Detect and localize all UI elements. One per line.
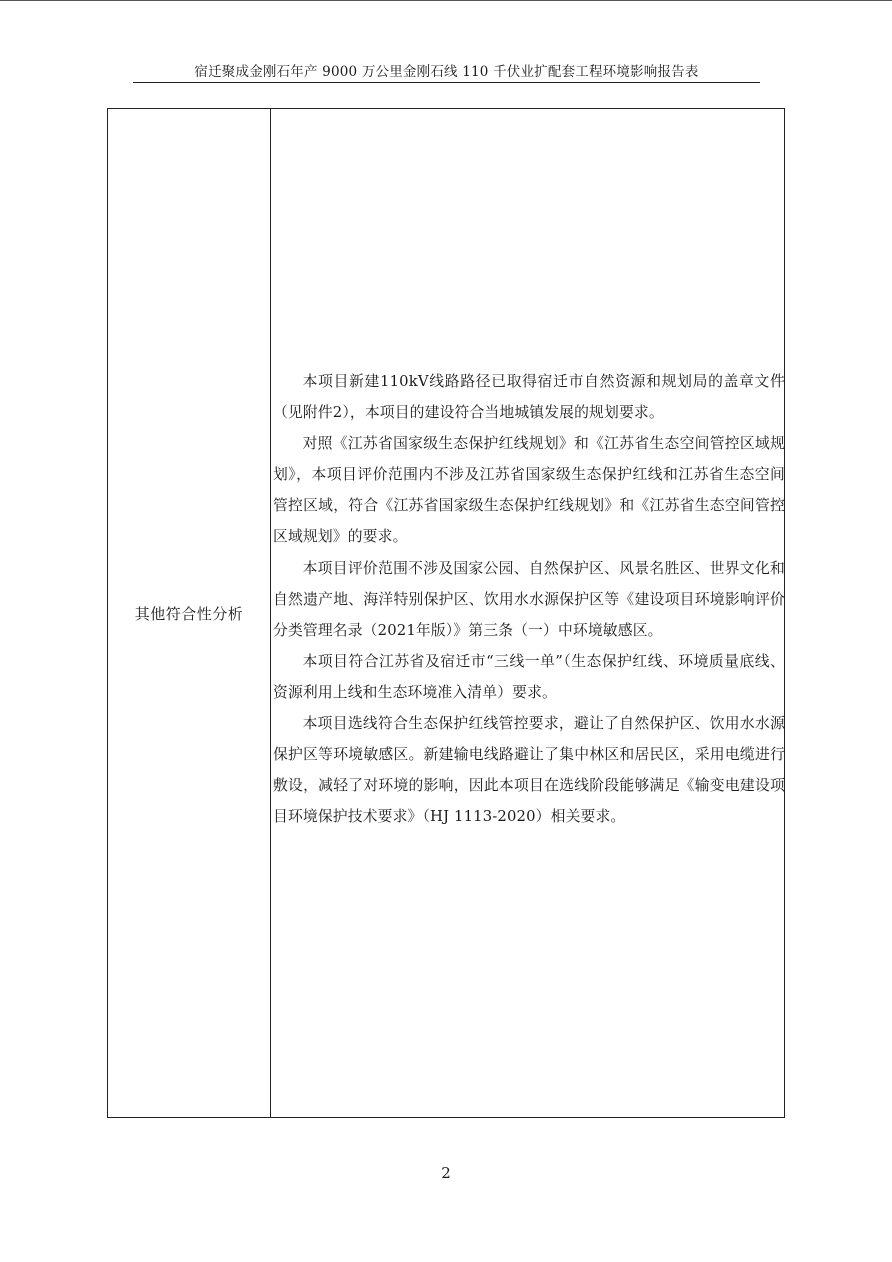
header-rule — [133, 82, 760, 83]
table-content-cell — [271, 109, 784, 1117]
paragraph-red-line: 对照《江苏省国家级生态保护红线规划》和《江苏省生态空间管控区域规划》，本项目评价范围内不涉及江苏省国家级生态保护红线和江苏省生态空间管控区域，符合《江苏省国家级生态保护红线规划》和《江苏省生态空间管控区域规划》的要求。 — [273, 435, 785, 546]
paragraph-planning: 本项目新建110kV线路路径已取得宿迁市自然资源和规划局的盖章文件（见附件2），本项目的建设符合当地城镇发展的规划要求。 — [273, 373, 785, 422]
paragraph-list — [273, 366, 785, 832]
analysis-table — [107, 108, 785, 1118]
page-top-border — [0, 0, 892, 1]
table-label-cell — [108, 109, 271, 1117]
paragraph-sensitive-area: 本项目评价范围不涉及国家公园、自然保护区、风景名胜区、世界文化和自然遗产地、海洋特别保护区、饮用水水源保护区等《建设项目环境影响评价分类管理名录（2021年版）》第三条（一）中环境敏感区。 — [273, 559, 785, 639]
table-label: 其他符合性分析 — [134, 604, 244, 623]
page-number: 2 — [441, 1164, 451, 1182]
paragraph-route-selection: 本项目选线符合生态保护红线管控要求，避让了自然保护区、饮用水水源保护区等环境敏感区。新建输电线路避让了集中林区和居民区，采用电缆进行敷设，减轻了对环境的影响，因此本项目在选线阶段能够满足《输变电建设项目环境保护技术要求》（HJ 1113-2020）相关要求。 — [273, 715, 785, 826]
running-header: 宿迁聚成金刚石年产 9000 万公里金刚石线 110 千伏业扩配套工程环境影响报告表 — [194, 64, 699, 80]
paragraph-three-lines: 本项目符合江苏省及宿迁市“三线一单”（生态保护红线、环境质量底线、资源利用上线和生态环境准入清单）要求。 — [273, 652, 785, 701]
